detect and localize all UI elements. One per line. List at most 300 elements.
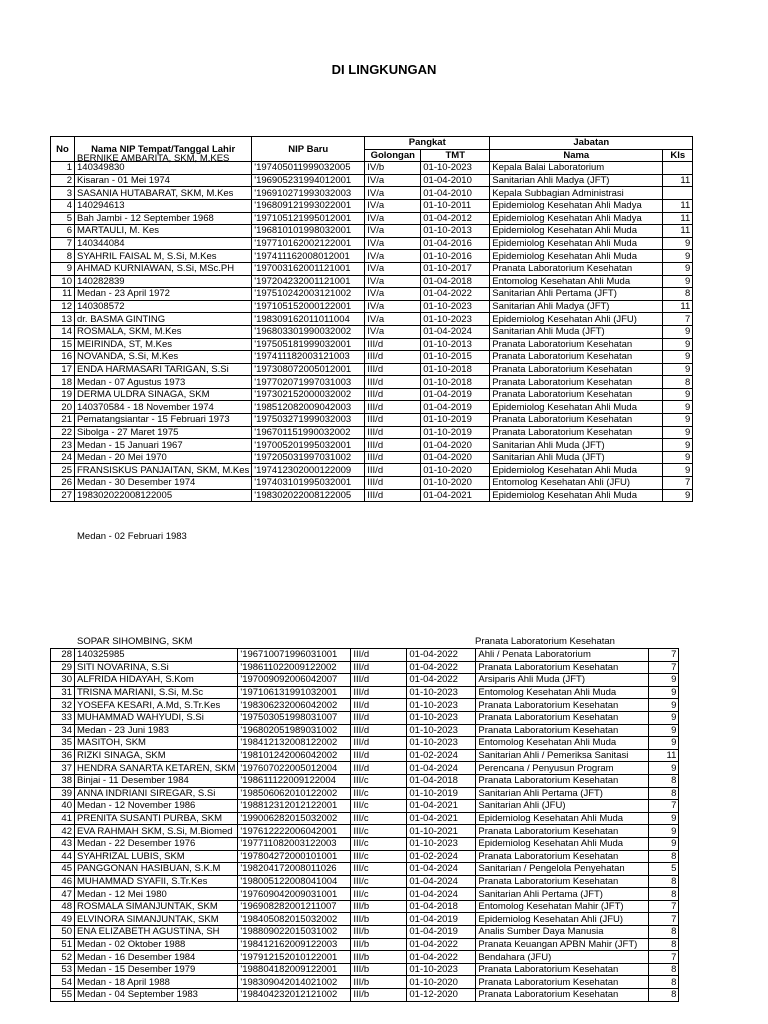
cell-golongan: III/b xyxy=(351,913,407,926)
table-row xyxy=(51,199,693,212)
cell-tmt: 01-02-2024 xyxy=(407,850,476,863)
table-row xyxy=(51,477,693,490)
cell-tmt: 01-10-2011 xyxy=(421,199,490,212)
cell-jabatan: Pranata Laboratorium Kesehatan xyxy=(490,414,663,427)
cell-kls: 8 xyxy=(663,376,693,389)
cell-kls: 9 xyxy=(649,825,679,838)
cell-nip: '196910271993032003 xyxy=(252,187,365,200)
cell-kls: 11 xyxy=(663,212,693,225)
cell-golongan: III/d xyxy=(365,439,421,452)
cell-tmt: 01-10-2013 xyxy=(421,225,490,238)
cell-tmt: 01-04-2019 xyxy=(421,401,490,414)
cell-nip: '197106131991032001 xyxy=(238,686,351,699)
cell-jabatan: Entomolog Kesehatan Mahir (JFT) xyxy=(476,900,649,913)
cell-name: Binjai - 11 Desember 1984 xyxy=(75,774,238,787)
cell-jabatan: Arsiparis Ahli Muda (JFT) xyxy=(476,674,649,687)
staff-table-1 xyxy=(50,136,693,502)
cell-name: Medan - 23 April 1972 xyxy=(75,288,252,301)
cell-name: Medan - 22 Desember 1976 xyxy=(75,837,238,850)
cell-name: 140370584 - 18 November 1974 xyxy=(75,401,252,414)
table-row xyxy=(51,724,679,737)
cell-jabatan: Sanitarian Ahli Madya (JFT) xyxy=(490,300,663,313)
cell-name: ROSMALA, SKM, M.Kes xyxy=(75,325,252,338)
cell-name: Medan - 15 Januari 1967 xyxy=(75,439,252,452)
table-row xyxy=(51,225,693,238)
cell-tmt: 01-10-2020 xyxy=(421,477,490,490)
cell-jabatan: Epidemiolog Kesehatan Ahli Madya xyxy=(490,199,663,212)
cell-nip: '197405011999032005 xyxy=(252,162,365,175)
cell-jabatan: Epidemiolog Kesehatan Ahli Madya xyxy=(490,212,663,225)
cell-jabatan: Epidemiolog Kesehatan Ahli Muda xyxy=(490,225,663,238)
cell-jabatan: Entomolog Kesehatan Ahli Muda xyxy=(476,686,649,699)
cell-tmt: 01-04-2020 xyxy=(421,439,490,452)
cell-no: 36 xyxy=(51,749,75,762)
cell-tmt: 01-02-2024 xyxy=(407,749,476,762)
cell-jabatan: Sanitarian Ahli Pertama (JFT) xyxy=(476,787,649,800)
cell-name: DERMA ULDRA SINAGA, SKM xyxy=(75,388,252,401)
cell-kls: 9 xyxy=(663,451,693,464)
cell-tmt: 01-04-2024 xyxy=(407,875,476,888)
cell-tmt: 01-04-2018 xyxy=(407,900,476,913)
cell-nip: '198101242006042002 xyxy=(238,749,351,762)
cell-jabatan: Analis Sumber Daya Manusia xyxy=(476,926,649,939)
cell-tmt: 01-10-2023 xyxy=(407,711,476,724)
cell-nip: '197105152000122001 xyxy=(252,300,365,313)
header-name: Nama NIP Tempat/Tanggal Lahir xyxy=(75,137,252,162)
cell-nip: '197510242003121002 xyxy=(252,288,365,301)
cell-tmt: 01-04-2022 xyxy=(407,674,476,687)
cell-kls: 9 xyxy=(663,262,693,275)
cell-golongan: III/d xyxy=(365,451,421,464)
cell-tmt: 01-04-2019 xyxy=(421,388,490,401)
cell-no: 12 xyxy=(51,300,75,313)
header-golongan: Golongan xyxy=(365,149,421,162)
cell-nip: '197403101995032001 xyxy=(252,477,365,490)
cell-kls: 11 xyxy=(663,300,693,313)
cell-name: MUHAMMAD SYAFII, S.Tr.Kes xyxy=(75,875,238,888)
cell-nip: '196905231994012001 xyxy=(252,174,365,187)
table-row xyxy=(51,262,693,275)
cell-jabatan: Pranata Laboratorium Kesehatan xyxy=(476,976,649,989)
cell-nip: '197607022005012004 xyxy=(238,762,351,775)
cell-no: 42 xyxy=(51,825,75,838)
cell-jabatan: Pranata Laboratorium Kesehatan xyxy=(476,850,649,863)
cell-kls: 9 xyxy=(663,275,693,288)
cell-tmt: 01-10-2020 xyxy=(407,976,476,989)
cell-no: 19 xyxy=(51,388,75,401)
cell-nip: '196802051989031002 xyxy=(238,724,351,737)
table-row xyxy=(51,749,679,762)
cell-golongan: III/d xyxy=(365,464,421,477)
cell-nip: '197711082003122003 xyxy=(238,837,351,850)
cell-golongan: III/d xyxy=(365,414,421,427)
cell-no: 32 xyxy=(51,699,75,712)
cell-jabatan: Epidemiolog Kesehatan Ahli Muda xyxy=(490,237,663,250)
cell-tmt: 01-04-2022 xyxy=(407,938,476,951)
cell-no: 52 xyxy=(51,951,75,964)
cell-name: ENA ELIZABETH AGUSTINA, SH xyxy=(75,926,238,939)
cell-tmt: 01-10-2023 xyxy=(421,162,490,175)
cell-golongan: III/d xyxy=(351,699,407,712)
cell-jabatan: Epidemiolog Kesehatan Ahli Muda xyxy=(490,250,663,263)
cell-jabatan: Pranata Laboratorium Kesehatan xyxy=(490,338,663,351)
cell-tmt: 01-10-2023 xyxy=(407,724,476,737)
cell-nip: '197204232001121001 xyxy=(252,275,365,288)
cell-name: AHMAD KURNIAWAN, S.Si, MSc.PH xyxy=(75,262,252,275)
table-row xyxy=(51,451,693,464)
cell-nip: '198404232012121002 xyxy=(238,989,351,1002)
cell-name: MASITOH, SKM xyxy=(75,737,238,750)
cell-kls: 9 xyxy=(663,426,693,439)
cell-nip: '197912152010122001 xyxy=(238,951,351,964)
cell-nip: '197505181999032001 xyxy=(252,338,365,351)
cell-no: 48 xyxy=(51,900,75,913)
cell-golongan: III/d xyxy=(365,351,421,364)
cell-jabatan: Kepala Subbagian Administrasi xyxy=(490,187,663,200)
cell-golongan: III/d xyxy=(351,749,407,762)
cell-name: MUHAMMAD WAHYUDI, S.Si xyxy=(75,711,238,724)
cell-kls: 9 xyxy=(649,699,679,712)
cell-nip: '197609042009031001 xyxy=(238,888,351,901)
cell-golongan: III/c xyxy=(351,888,407,901)
table-row xyxy=(51,649,679,662)
cell-jabatan: Sanitarian Ahli Pertama (JFT) xyxy=(476,888,649,901)
table-row xyxy=(51,875,679,888)
cell-kls: 9 xyxy=(649,711,679,724)
cell-kls: 7 xyxy=(649,900,679,913)
cell-tmt: 01-10-2016 xyxy=(421,250,490,263)
cell-tmt: 01-04-2021 xyxy=(407,812,476,825)
cell-kls: 9 xyxy=(663,338,693,351)
cell-golongan: III/c xyxy=(351,774,407,787)
cell-no: 37 xyxy=(51,762,75,775)
cell-nip: '198306232006042002 xyxy=(238,699,351,712)
table-row xyxy=(51,237,693,250)
cell-golongan: III/d xyxy=(365,401,421,414)
cell-kls: 9 xyxy=(663,388,693,401)
cell-name: HENDRA SANARTA KETAREN, SKM xyxy=(75,762,238,775)
cell-name: ANNA INDRIANI SIREGAR, S.Si xyxy=(75,787,238,800)
cell-nip: '197009092006042007 xyxy=(238,674,351,687)
cell-kls: 7 xyxy=(649,649,679,662)
table-row xyxy=(51,963,679,976)
cell-kls: 8 xyxy=(649,989,679,1002)
cell-tmt: 01-12-2020 xyxy=(407,989,476,1002)
cell-name: Medan - 02 Oktober 1988 xyxy=(75,938,238,951)
table-row xyxy=(51,300,693,313)
cell-name: MARTAULI, M. Kes xyxy=(75,225,252,238)
table-row xyxy=(51,699,679,712)
cell-tmt: 01-04-2016 xyxy=(421,237,490,250)
table-row xyxy=(51,401,693,414)
cell-no: 29 xyxy=(51,661,75,674)
cell-no: 54 xyxy=(51,976,75,989)
cell-no: 13 xyxy=(51,313,75,326)
cell-tmt: 01-04-2020 xyxy=(421,451,490,464)
cell-nip: '197205031997031002 xyxy=(252,451,365,464)
cell-golongan: III/c xyxy=(351,825,407,838)
cell-kls xyxy=(663,187,693,200)
cell-no: 9 xyxy=(51,262,75,275)
cell-golongan: IV/a xyxy=(365,300,421,313)
cell-no: 25 xyxy=(51,464,75,477)
cell-tmt: 01-04-2010 xyxy=(421,187,490,200)
cell-tmt: 01-10-2019 xyxy=(421,426,490,439)
cell-golongan: IV/a xyxy=(365,275,421,288)
cell-name: YOSEFA KESARI, A.Md, S.Tr.Kes xyxy=(75,699,238,712)
cell-golongan: IV/a xyxy=(365,212,421,225)
cell-jabatan: Ahli / Penata Laboratorium xyxy=(476,649,649,662)
cell-nip: '198309042014021002 xyxy=(238,976,351,989)
cell-kls: 8 xyxy=(649,875,679,888)
cell-tmt: 01-10-2017 xyxy=(421,262,490,275)
cell-kls: 8 xyxy=(649,938,679,951)
header-jabatan: Jabatan xyxy=(490,137,693,150)
cell-nip: '198005122008041004 xyxy=(238,875,351,888)
table-row xyxy=(51,812,679,825)
cell-no: 28 xyxy=(51,649,75,662)
cell-no: 35 xyxy=(51,737,75,750)
cell-tmt: 01-10-2018 xyxy=(421,363,490,376)
cell-golongan: III/c xyxy=(351,875,407,888)
cell-jabatan: Pranata Laboratorium Kesehatan xyxy=(490,262,663,275)
cell-golongan: IV/b xyxy=(365,162,421,175)
cell-nip: '198611122009122004 xyxy=(238,774,351,787)
cell-kls: 9 xyxy=(663,363,693,376)
table1-tail-text: Medan - 02 Februari 1983 xyxy=(77,531,187,542)
table-row xyxy=(51,363,693,376)
cell-golongan: III/d xyxy=(365,388,421,401)
cell-jabatan: Pranata Laboratorium Kesehatan xyxy=(490,351,663,364)
cell-tmt: 01-04-2024 xyxy=(421,325,490,338)
cell-kls: 8 xyxy=(649,976,679,989)
cell-nip: '198809022015031002 xyxy=(238,926,351,939)
table-row xyxy=(51,686,679,699)
cell-no: 14 xyxy=(51,325,75,338)
cell-name: NOVANDA, S.Si, M.Kes xyxy=(75,351,252,364)
table2-pre-jabatan: Pranata Laboratorium Kesehatan xyxy=(475,636,615,647)
cell-name: Medan - 07 Agustus 1973 xyxy=(75,376,252,389)
cell-golongan: III/b xyxy=(351,963,407,976)
cell-name: Medan - 12 November 1986 xyxy=(75,800,238,813)
cell-nip: '198812312012122001 xyxy=(238,800,351,813)
cell-no: 51 xyxy=(51,938,75,951)
cell-name: SASANIA HUTABARAT, SKM, M.Kes xyxy=(75,187,252,200)
table-row xyxy=(51,737,679,750)
table-row xyxy=(51,439,693,452)
cell-golongan: III/b xyxy=(351,951,407,964)
cell-kls: 8 xyxy=(649,774,679,787)
cell-jabatan: Pranata Laboratorium Kesehatan xyxy=(476,875,649,888)
cell-tmt: 01-04-2018 xyxy=(407,774,476,787)
cell-golongan: III/c xyxy=(351,863,407,876)
table-row xyxy=(51,787,679,800)
cell-tmt: 01-10-2019 xyxy=(407,787,476,800)
cell-name: PRENITA SUSANTI PURBA, SKM xyxy=(75,812,238,825)
cell-no: 7 xyxy=(51,237,75,250)
cell-tmt: 01-04-2024 xyxy=(407,888,476,901)
cell-golongan: IV/a xyxy=(365,250,421,263)
cell-name: 198302022008122005 xyxy=(75,489,252,502)
cell-golongan: III/d xyxy=(351,724,407,737)
cell-nip: '198412162009122003 xyxy=(238,938,351,951)
table-row xyxy=(51,976,679,989)
cell-kls: 9 xyxy=(663,325,693,338)
table-row xyxy=(51,900,679,913)
cell-jabatan: Entomolog Kesehatan Ahli Muda xyxy=(476,737,649,750)
cell-tmt: 01-10-2023 xyxy=(407,699,476,712)
cell-jabatan: Pranata Laboratorium Kesehatan xyxy=(476,774,649,787)
cell-no: 23 xyxy=(51,439,75,452)
table-row xyxy=(51,313,693,326)
cell-name: ELVINORA SIMANJUNTAK, SKM xyxy=(75,913,238,926)
cell-kls: 9 xyxy=(663,351,693,364)
cell-jabatan: Pranata Laboratorium Kesehatan xyxy=(490,388,663,401)
cell-kls: 9 xyxy=(649,762,679,775)
cell-tmt: 01-10-2023 xyxy=(407,737,476,750)
cell-name: RIZKI SINAGA, SKM xyxy=(75,749,238,762)
table-row xyxy=(51,774,679,787)
cell-name: SITI NOVARINA, S.Si xyxy=(75,661,238,674)
cell-golongan: III/d xyxy=(365,376,421,389)
table-row xyxy=(51,863,679,876)
cell-golongan: III/b xyxy=(351,989,407,1002)
cell-golongan: III/d xyxy=(351,649,407,662)
cell-no: 20 xyxy=(51,401,75,414)
cell-name: Medan - 16 Desember 1984 xyxy=(75,951,238,964)
table-row xyxy=(51,825,679,838)
header-no: No xyxy=(51,137,75,162)
cell-kls: 11 xyxy=(663,199,693,212)
header-nama: Nama xyxy=(490,149,663,162)
cell-golongan: III/c xyxy=(351,800,407,813)
cell-tmt: 01-04-2019 xyxy=(407,913,476,926)
cell-name: SYAHRIZAL LUBIS, SKM xyxy=(75,850,238,863)
cell-jabatan: Pranata Laboratorium Kesehatan xyxy=(476,661,649,674)
header-nip: NIP Baru xyxy=(252,137,365,162)
cell-nip: '197702071997031003 xyxy=(252,376,365,389)
cell-tmt: 01-04-2024 xyxy=(407,863,476,876)
staff-table-2 xyxy=(50,648,679,1002)
cell-tmt: 01-10-2023 xyxy=(407,686,476,699)
cell-golongan: IV/a xyxy=(365,325,421,338)
cell-name: Pematangsiantar - 15 Februari 1973 xyxy=(75,414,252,427)
cell-tmt: 01-04-2022 xyxy=(407,649,476,662)
cell-golongan: III/d xyxy=(351,661,407,674)
cell-nip: '198412132008122002 xyxy=(238,737,351,750)
cell-golongan: III/c xyxy=(351,850,407,863)
cell-no: 55 xyxy=(51,989,75,1002)
cell-name: Medan - 23 Juni 1983 xyxy=(75,724,238,737)
table-row xyxy=(51,388,693,401)
header-pangkat: Pangkat xyxy=(365,137,490,150)
cell-tmt: 01-04-2022 xyxy=(407,661,476,674)
cell-golongan: IV/a xyxy=(365,174,421,187)
cell-jabatan: Sanitarian Ahli Pertama (JFT) xyxy=(490,288,663,301)
cell-name: TRISNA MARIANI, S.Si, M.Sc xyxy=(75,686,238,699)
cell-name: 140294613 xyxy=(75,199,252,212)
cell-kls: 8 xyxy=(649,963,679,976)
cell-no: 33 xyxy=(51,711,75,724)
cell-no: 45 xyxy=(51,863,75,876)
cell-kls: 9 xyxy=(649,674,679,687)
cell-name: Bah Jambi - 12 September 1968 xyxy=(75,212,252,225)
cell-jabatan: Epidemiolog Kesehatan Ahli (JFU) xyxy=(490,313,663,326)
table-row xyxy=(51,288,693,301)
cell-jabatan: Sanitarian Ahli (JFU) xyxy=(476,800,649,813)
cell-tmt: 01-10-2023 xyxy=(421,300,490,313)
cell-golongan: III/d xyxy=(351,737,407,750)
table-row xyxy=(51,325,693,338)
cell-no: 24 xyxy=(51,451,75,464)
cell-jabatan: Bendahara (JFU) xyxy=(476,951,649,964)
cell-no: 38 xyxy=(51,774,75,787)
cell-no: 15 xyxy=(51,338,75,351)
cell-golongan: IV/a xyxy=(365,187,421,200)
cell-tmt: 01-10-2023 xyxy=(407,837,476,850)
cell-kls: 9 xyxy=(663,250,693,263)
cell-no: 11 xyxy=(51,288,75,301)
table-row xyxy=(51,351,693,364)
cell-golongan: III/d xyxy=(365,363,421,376)
cell-nip: '198804182009122001 xyxy=(238,963,351,976)
cell-name: Sibolga - 27 Maret 1975 xyxy=(75,426,252,439)
cell-golongan: IV/a xyxy=(365,225,421,238)
cell-kls: 7 xyxy=(649,661,679,674)
cell-kls: 9 xyxy=(663,489,693,502)
table-row xyxy=(51,951,679,964)
table-row xyxy=(51,250,693,263)
cell-kls: 7 xyxy=(663,477,693,490)
cell-name: FRANSISKUS PANJAITAN, SKM, M.Kes xyxy=(75,464,252,477)
cell-kls xyxy=(663,162,693,175)
cell-golongan: III/b xyxy=(351,938,407,951)
first-name-text: BERNIKE AMBARITA, SKM, M.KES xyxy=(77,153,230,164)
cell-nip: '198512082009042003 xyxy=(252,401,365,414)
cell-golongan: III/d xyxy=(365,426,421,439)
cell-tmt: 01-10-2018 xyxy=(421,376,490,389)
cell-nip: '196810101998032001 xyxy=(252,225,365,238)
table-row xyxy=(51,850,679,863)
cell-nip: '197411182003121003 xyxy=(252,351,365,364)
cell-kls: 11 xyxy=(663,174,693,187)
cell-name: ROSMALA SIMANJUNTAK, SKM xyxy=(75,900,238,913)
cell-name: dr. BASMA GINTING xyxy=(75,313,252,326)
cell-name: MEIRINDA, ST, M.Kes xyxy=(75,338,252,351)
cell-golongan: III/d xyxy=(351,674,407,687)
cell-name: Medan - 12 Mei 1980 xyxy=(75,888,238,901)
cell-kls: 7 xyxy=(649,800,679,813)
table-row xyxy=(51,187,693,200)
cell-kls: 9 xyxy=(649,737,679,750)
cell-name: ALFRIDA HIDAYAH, S.Kom xyxy=(75,674,238,687)
cell-no: 18 xyxy=(51,376,75,389)
cell-kls: 9 xyxy=(649,812,679,825)
cell-no: 44 xyxy=(51,850,75,863)
cell-nip: '197003162001121001 xyxy=(252,262,365,275)
table-row xyxy=(51,338,693,351)
cell-golongan: III/b xyxy=(351,976,407,989)
table-row xyxy=(51,489,693,502)
cell-golongan: III/d xyxy=(351,711,407,724)
cell-no: 40 xyxy=(51,800,75,813)
cell-name: 140325985 xyxy=(75,649,238,662)
cell-jabatan: Pranata Keuangan APBN Mahir (JFT) xyxy=(476,938,649,951)
table-row xyxy=(51,212,693,225)
table-row xyxy=(51,674,679,687)
header-kls: Kls xyxy=(663,149,693,162)
cell-no: 16 xyxy=(51,351,75,364)
